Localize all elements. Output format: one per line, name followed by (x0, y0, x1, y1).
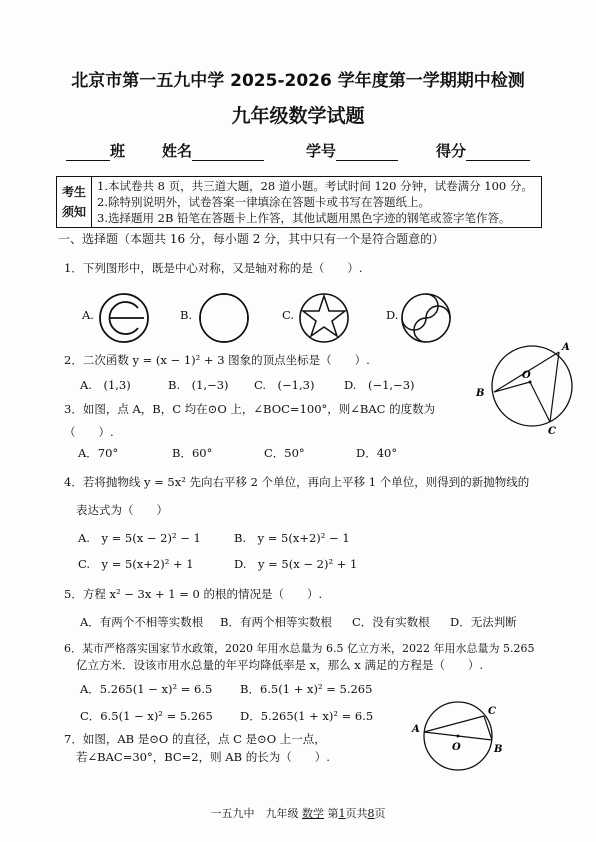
q4-option-a[interactable]: A. y = 5(x − 2)² − 1 (78, 531, 201, 545)
question-4-stem: 4．若将抛物线 y = 5x² 先向右平移 2 个单位，再向上平移 1 个单位，则得到的新抛物线的 (64, 475, 530, 489)
question-6-stem-cont: 亿立方米．设该市用水总量的年平均降低率是 x，那么 x 满足的方程是（ ）. (76, 658, 484, 672)
q5-option-d[interactable]: D．无法判断 (450, 615, 517, 629)
exam-title: 北京市第一五九中学 2025-2026 学年度第一学期期中检测 (71, 71, 525, 91)
q1-option-d-label[interactable]: D. (386, 308, 399, 322)
q7-label-c: C (488, 706, 496, 717)
q1-option-a-label[interactable]: A. (82, 308, 94, 322)
q5-option-c[interactable]: C．没有实数根 (352, 615, 430, 629)
class-label: 班 (110, 142, 126, 160)
footer-page-end: 页 (374, 807, 386, 820)
question-4-stem-cont: 表达式为（ ） (76, 503, 168, 517)
page-footer (0, 805, 596, 821)
q4-option-d[interactable]: D. y = 5(x − 2)² + 1 (234, 557, 358, 571)
section-heading: 一、选择题（本题共 16 分，每小题 2 分，其中只有一个是符合题意的） (58, 232, 445, 246)
q4-option-b[interactable]: B. y = 5(x+2)² − 1 (234, 531, 350, 545)
score-blank[interactable] (466, 145, 530, 161)
name-blank[interactable] (192, 145, 264, 161)
class-field (66, 140, 125, 161)
candidate-notice-box (56, 176, 542, 228)
q5-option-a[interactable]: A．有两个不相等实数根 (80, 615, 204, 629)
name-field (162, 140, 264, 161)
question-1-stem: 1．下列图形中，既是中心对称，又是轴对称的是（ ）. (64, 261, 363, 275)
q3-label-c: C (548, 426, 556, 437)
q3-option-a[interactable]: A．70° (78, 446, 119, 460)
q6-option-c[interactable]: C．6.5(1 − x)² = 5.265 (80, 709, 213, 723)
q3-circle-figure (476, 338, 582, 437)
q3-option-c[interactable]: C．50° (264, 446, 305, 460)
score-field (436, 140, 530, 161)
q2-option-a[interactable]: A. (1,3) (80, 378, 131, 392)
score-label: 得分 (436, 142, 467, 160)
question-7-stem: 7．如图，AB 是⊙O 的直径，点 C 是⊙O 上一点， (64, 732, 326, 746)
q6-option-d[interactable]: D．5.265(1 + x)² = 6.5 (240, 709, 374, 723)
notice-line-3: 3.选择题用 2B 铅笔在答题卡上作答，其他试题用黑色字迹的钢笔或签字笔作答。 (97, 211, 511, 225)
notice-line-2: 2.除特别说明外，试卷答案一律填涂在答题卡或书写在答题纸上。 (97, 195, 430, 209)
q2-option-d[interactable]: D. (−1,−3) (344, 378, 415, 392)
q1-figure-a (98, 292, 150, 344)
class-blank[interactable] (66, 145, 110, 161)
q1-option-b-label[interactable]: B. (180, 308, 193, 322)
question-2-stem: 2．二次函数 y = (x − 1)² + 3 图象的顶点坐标是（ ）. (64, 353, 370, 367)
q1-figure-c (298, 292, 350, 344)
id-field (306, 140, 398, 161)
footer-page-number: 1 (338, 807, 346, 820)
q5-option-b[interactable]: B．有两个相等实数根 (220, 615, 332, 629)
q3-label-b: B (476, 388, 485, 399)
footer-prefix: 一五九中 九年级 (210, 807, 299, 820)
id-label: 学号 (306, 142, 337, 160)
q6-option-a[interactable]: A．5.265(1 − x)² = 6.5 (80, 682, 213, 696)
q2-option-b[interactable]: B. (1,−3) (168, 378, 229, 392)
question-3-stem-cont: （ ）. (64, 425, 114, 439)
q7-label-a: A (412, 724, 420, 735)
q1-option-c-label[interactable]: C. (282, 308, 295, 322)
id-blank[interactable] (336, 145, 398, 161)
notice-heading (57, 177, 92, 227)
q3-label-a: A (562, 342, 570, 353)
footer-page-mid2: 页共 (345, 807, 368, 820)
question-5-stem: 5．方程 x² − 3x + 1 = 0 的根的情况是（ ）. (64, 587, 323, 601)
notice-heading-line2: 须知 (62, 205, 87, 219)
question-3-stem: 3．如图，点 A，B，C 均在⊙O 上，∠BOC=100°，则∠BAC 的度数为 (64, 402, 436, 416)
footer-page-mid1: 第 (327, 807, 339, 820)
q3-label-o: O (522, 370, 531, 381)
notice-heading-line1: 考生 (62, 185, 87, 199)
q1-figure-d (400, 292, 452, 344)
q1-figure-b (198, 292, 250, 344)
q7-label-b: B (494, 744, 503, 755)
q6-option-b[interactable]: B．6.5(1 + x)² = 5.265 (240, 682, 373, 696)
q7-circle-figure (414, 700, 514, 772)
name-label: 姓名 (162, 142, 193, 160)
q2-option-c[interactable]: C. (−1,3) (254, 378, 315, 392)
footer-page-total: 8 (367, 807, 375, 820)
question-7-stem-cont: 若∠BAC=30°，BC=2，则 AB 的长为（ ）. (76, 750, 330, 764)
exam-subtitle: 九年级数学试题 (231, 105, 365, 127)
footer-subject: 数学 (302, 807, 324, 820)
q3-option-d[interactable]: D．40° (356, 446, 398, 460)
q3-option-b[interactable]: B．60° (172, 446, 213, 460)
q4-option-c[interactable]: C. y = 5(x+2)² + 1 (78, 557, 194, 571)
question-6-stem: 6．某市严格落实国家节水政策，2020 年用水总量为 6.5 亿立方米，2022 年用水总量为 5.265 (64, 642, 535, 655)
notice-line-1: 1.本试卷共 8 页，共三道大题，28 道小题。考试时间 120 分钟，试卷满分 100 分。 (97, 179, 533, 193)
q7-label-o: O (452, 742, 461, 753)
